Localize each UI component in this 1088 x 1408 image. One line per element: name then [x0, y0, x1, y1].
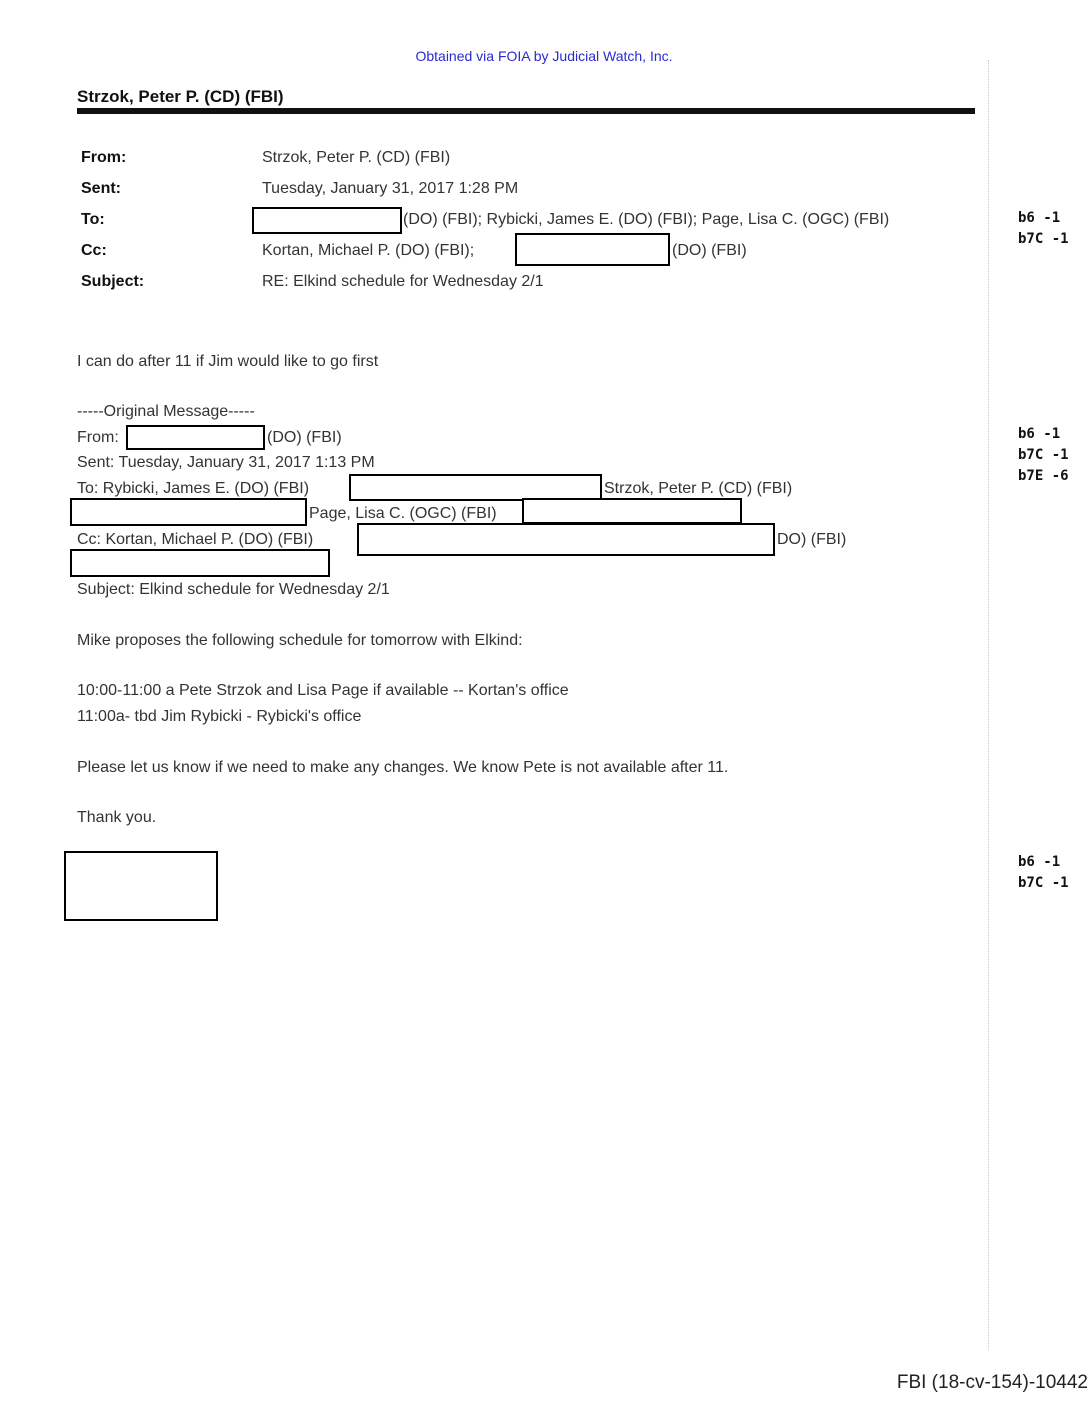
redaction-box — [522, 498, 742, 524]
orig-closing: Thank you. — [77, 809, 157, 826]
cc-value-2: (DO) (FBI) — [672, 242, 747, 259]
orig-cc-suffix: DO) (FBI) — [777, 531, 847, 548]
from-value: Strzok, Peter P. (CD) (FBI) — [262, 149, 451, 166]
exemption-codes-2: b6 -1 b7C -1 b7E -6 — [1018, 426, 1069, 484]
exemption-codes-1: b6 -1 b7C -1 — [1018, 210, 1069, 247]
redaction-box — [252, 207, 402, 234]
schedule-line-2: 11:00a- tbd Jim Rybicki - Rybicki's office — [77, 708, 362, 725]
orig-from-prefix: From: — [77, 429, 119, 446]
from-label: From: — [81, 149, 127, 166]
original-message-separator: -----Original Message----- — [77, 403, 255, 420]
orig-cc-prefix: Cc: Kortan, Michael P. (DO) (FBI) — [77, 531, 314, 548]
sent-value: Tuesday, January 31, 2017 1:28 PM — [262, 180, 519, 197]
orig-to-mid: Strzok, Peter P. (CD) (FBI) — [604, 480, 793, 497]
orig-subject-line: Subject: Elkind schedule for Wednesday 2/1 — [77, 581, 390, 598]
redaction-box — [349, 474, 602, 501]
header-divider — [77, 108, 975, 114]
orig-request: Please let us know if we need to make any changes. We know Pete is not available after 11. — [77, 759, 729, 776]
redaction-box — [126, 425, 265, 450]
orig-to-line2: Page, Lisa C. (OGC) (FBI) — [309, 505, 497, 522]
foia-watermark: Obtained via FOIA by Judicial Watch, Inc. — [415, 48, 673, 64]
orig-intro: Mike proposes the following schedule for tomorrow with Elkind: — [77, 632, 523, 649]
mailbox-owner-heading: Strzok, Peter P. (CD) (FBI) — [77, 87, 284, 106]
redaction-box — [70, 549, 330, 577]
orig-sent-line: Sent: Tuesday, January 31, 2017 1:13 PM — [77, 454, 375, 471]
to-value: (DO) (FBI); Rybicki, James E. (DO) (FBI); Page, Lisa C. (OGC) (FBI) — [403, 211, 890, 228]
cc-value-1: Kortan, Michael P. (DO) (FBI); — [262, 242, 475, 259]
orig-to-prefix: To: Rybicki, James E. (DO) (FBI) — [77, 480, 310, 497]
to-label: To: — [81, 211, 105, 228]
orig-from-suffix: (DO) (FBI) — [267, 429, 342, 446]
margin-guide — [988, 60, 989, 1350]
subject-label: Subject: — [81, 273, 145, 290]
reply-text: I can do after 11 if Jim would like to go first — [77, 353, 379, 370]
bates-number: FBI (18-cv-154)-10442 — [896, 1372, 1088, 1393]
sent-label: Sent: — [81, 180, 121, 197]
schedule-line-1: 10:00-11:00 a Pete Strzok and Lisa Page if available -- Kortan's office — [77, 682, 569, 699]
subject-value: RE: Elkind schedule for Wednesday 2/1 — [262, 273, 544, 290]
cc-label: Cc: — [81, 242, 107, 259]
signature-redaction-box — [64, 851, 218, 921]
redaction-box — [357, 523, 775, 556]
exemption-codes-3: b6 -1 b7C -1 — [1018, 854, 1069, 891]
redaction-box — [515, 233, 670, 266]
redaction-box — [70, 498, 307, 526]
